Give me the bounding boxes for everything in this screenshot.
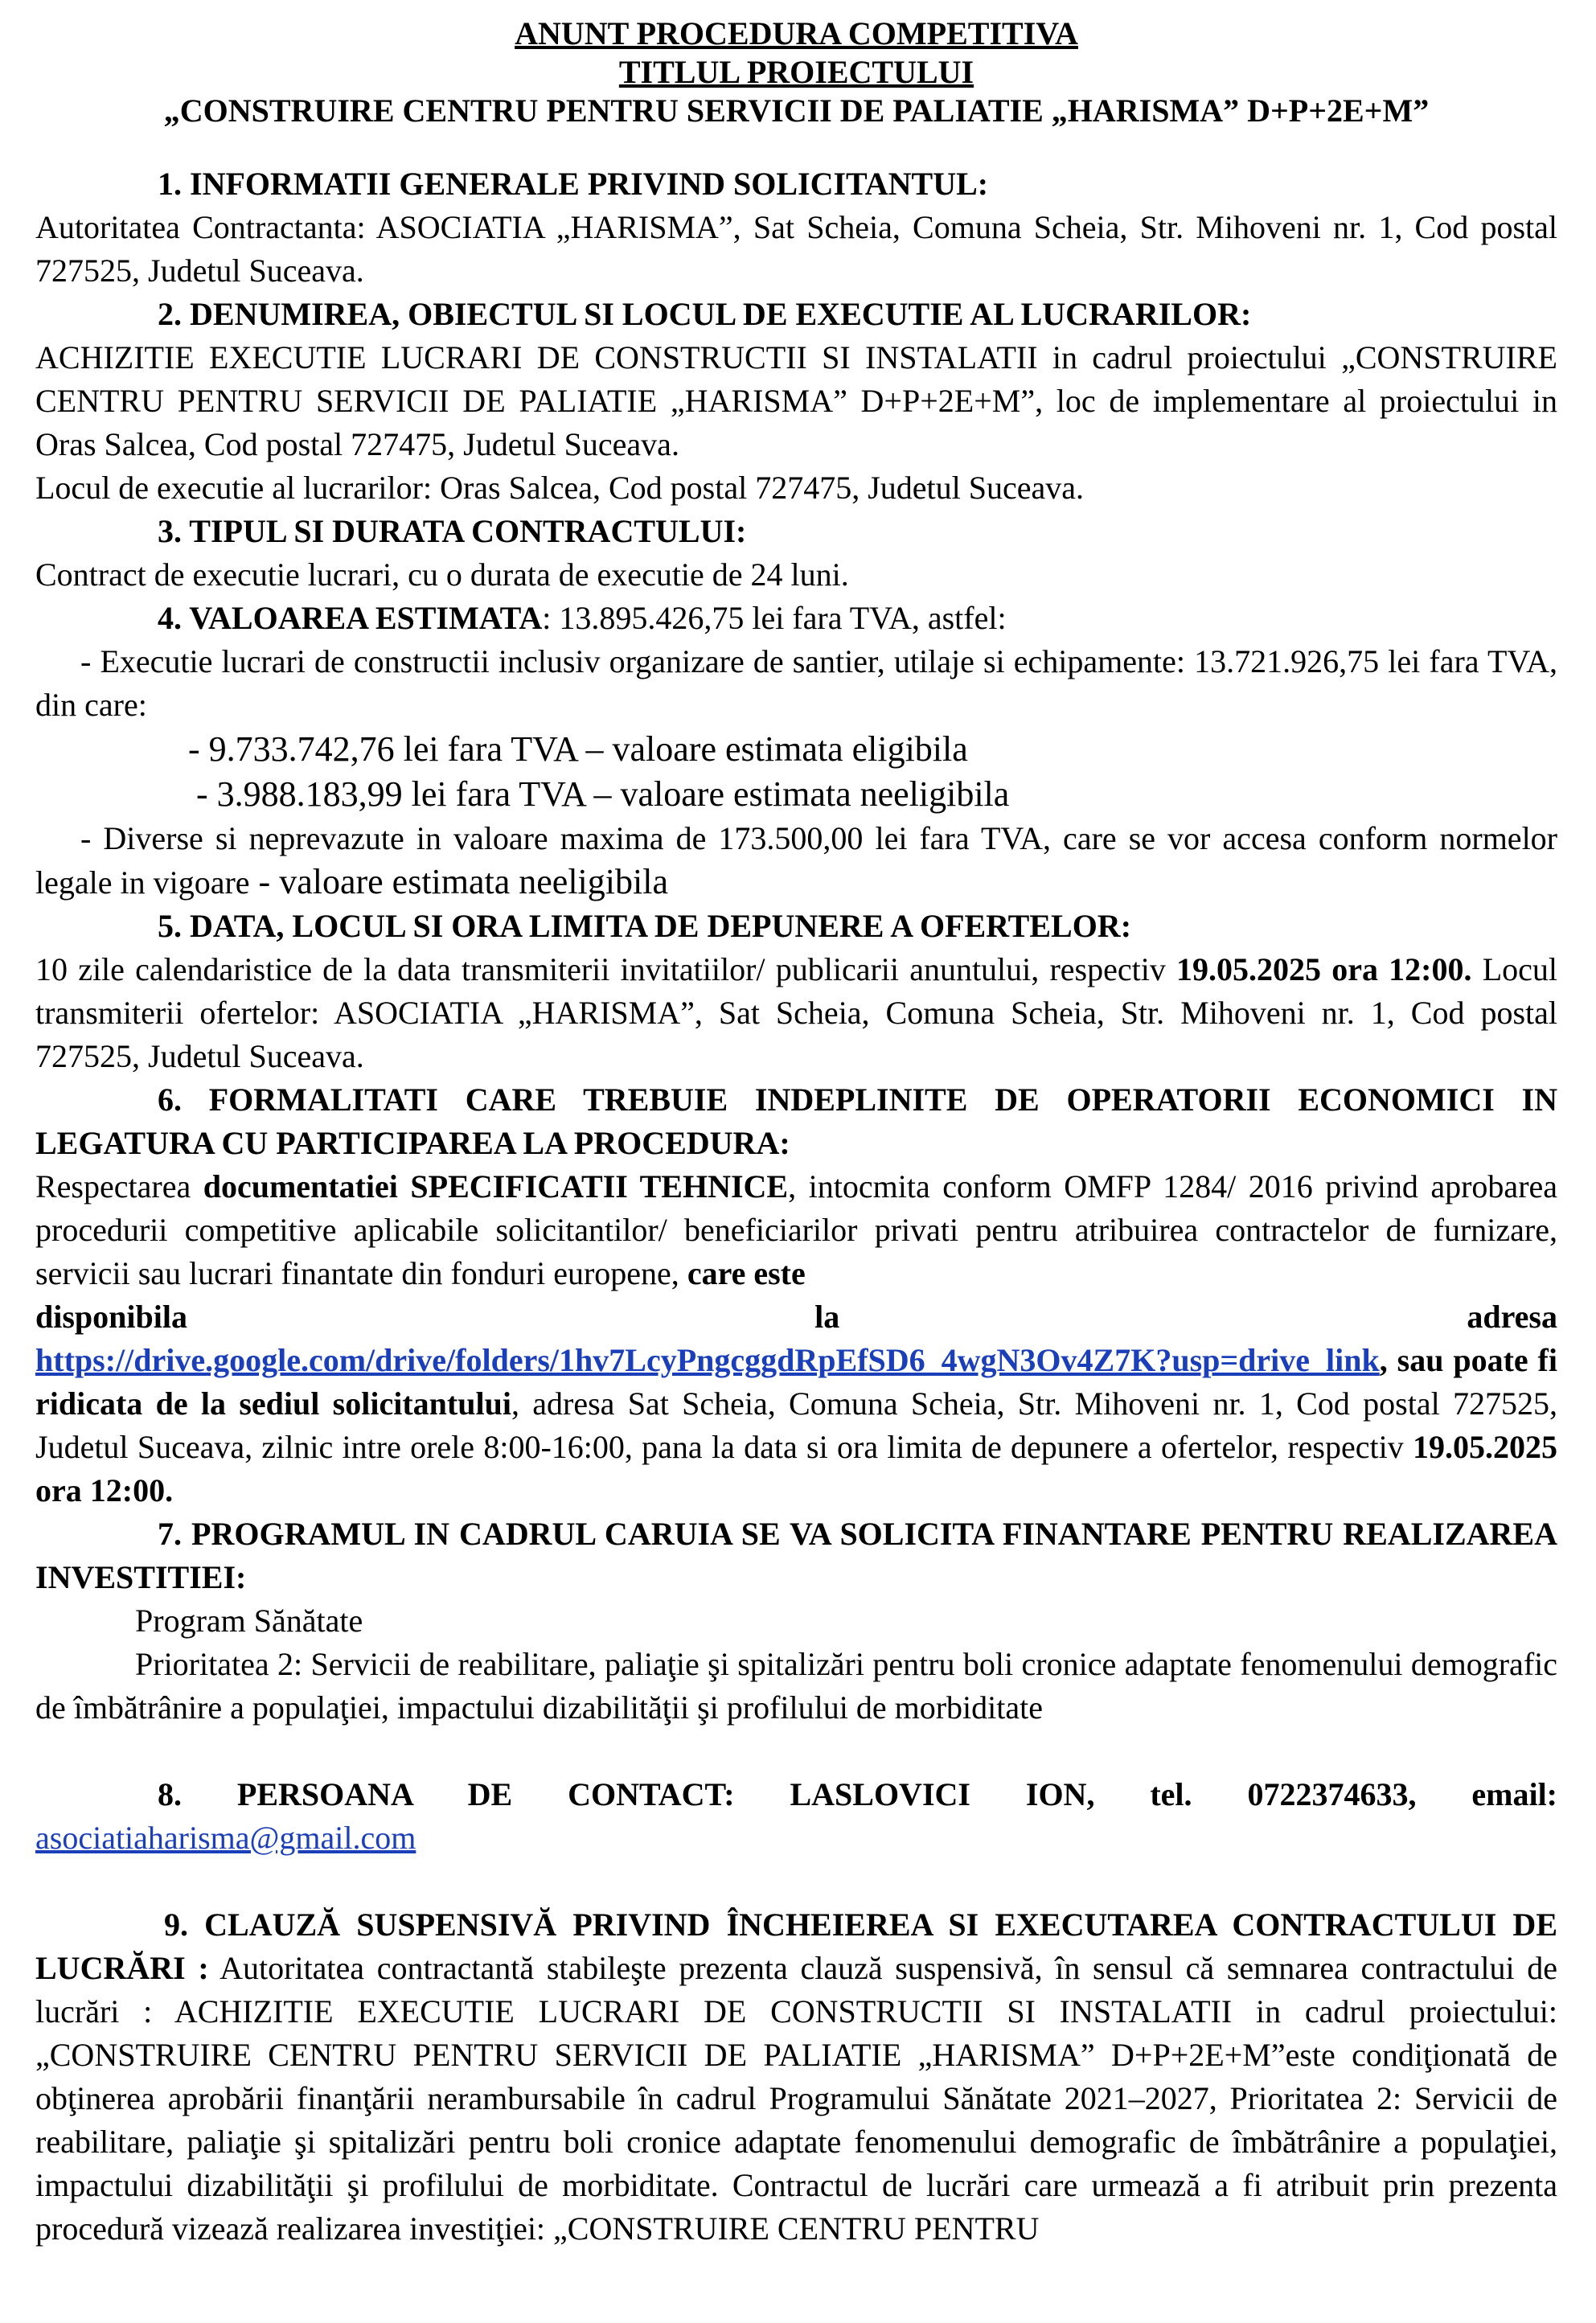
section-4-heading: 4. VALOAREA ESTIMATA (158, 600, 543, 636)
section-5-deadline: 19.05.2025 ora 12:00. (1176, 951, 1472, 987)
section-2-heading: 2. DENUMIREA, OBIECTUL SI LOCUL DE EXECUTIE AL LUCRARILOR: (158, 296, 1252, 332)
section-4-subitem-eligible: - 9.733.742,76 lei fara TVA – valoare estimata eligibila (188, 729, 968, 769)
section-5-text-a: 10 zile calendaristice de la data transmiterii invitatiilor/ publicarii anuntului, respectiv (35, 951, 1177, 987)
drive-link[interactable]: https://drive.google.com/drive/folders/1hv7LcyPngcggdRpEfSD6_4wgN3Ov4Z7K?usp=drive_link (35, 1342, 1380, 1378)
section-1-heading: 1. INFORMATII GENERALE PRIVIND SOLICITANTUL: (158, 166, 989, 202)
section-6-word-address: adresa (1467, 1299, 1557, 1335)
section-4-heading-row (35, 597, 1557, 640)
contact-email-link[interactable]: asociatiaharisma@gmail.com (35, 1820, 416, 1856)
section-6-text-cont (35, 1339, 1557, 1512)
section-6-spread-line (35, 1295, 1557, 1339)
section-6-text-5: , sau poate fi ridicata de la sediul solicitantului (35, 1342, 1557, 1422)
section-6-text-3: , intocmita conform OMFP 1284/ 2016 privind aprobarea procedurii competitive aplicabile solicitantilor/ beneficiarilor privati pentru atribuirea contractelor de furnizare, servicii sau lucrari finantate din fonduri europene, (35, 1168, 1558, 1291)
project-title-label: TITLUL PROIECTULUI (618, 54, 974, 90)
section-1-text: Autoritatea Contractanta: ASOCIATIA „HARISMA”, Sat Scheia, Comuna Scheia, Str. Mihoveni nr. 1, Cod postal 727525, Judetul Suceava. (35, 209, 1557, 289)
section-7-priority: Prioritatea 2: Servicii de reabilitare, paliaţie şi spitalizări pentru boli cronice adaptate fenomenului demografic de îmbătrânire a populaţiei, impactului dizabilităţii şi profilului de morbiditate (35, 1646, 1557, 1726)
section-4-item-2 (35, 817, 1557, 905)
section-6-text-1: Respectarea (35, 1168, 203, 1205)
section-4-item-1: - Executie lucrari de constructii inclusiv organizare de santier, utilaje si echipamente: 13.721.926,75 lei fara TVA, din care: (35, 643, 1557, 723)
section-3-text: Contract de executie lucrari, cu o durata de executie de 24 luni. (35, 556, 849, 593)
section-5-text (35, 948, 1557, 1078)
section-4-subitem-ineligible: - 3.988.183,99 lei fara TVA – valoare estimata neeligibila (196, 774, 1010, 814)
section-6-doc-name: documentatiei SPECIFICATII TEHNICE (203, 1168, 789, 1205)
section-6-heading: 6. FORMALITATI CARE TREBUIE INDEPLINITE DE OPERATORII ECONOMICI IN LEGATURA CU PARTICIPAREA LA PROCEDURA: (35, 1081, 1557, 1161)
section-8-heading: 8. PERSOANA DE CONTACT: LASLOVICI ION, tel. 0722374633, email: (158, 1776, 1557, 1812)
section-5-text-b: Locul transmiterii ofertelor: ASOCIATIA „HARISMA”, Sat Scheia, Comuna Scheia, Str. Mihoveni nr. 1, Cod postal 727525, Judetul Suceava. (35, 951, 1557, 1074)
section-7-program: Program Sănătate (135, 1603, 363, 1639)
section-4-value: : 13.895.426,75 lei fara TVA, astfel: (542, 600, 1007, 636)
section-3-heading: 3. TIPUL SI DURATA CONTRACTULUI: (158, 513, 747, 549)
section-2-location: Locul de executie al lucrarilor: Oras Salcea, Cod postal 727475, Judetul Suceava. (35, 470, 1085, 506)
section-9-heading: 9. CLAUZĂ SUSPENSIVĂ PRIVIND ÎNCHEIEREA SI EXECUTAREA CONTRACTULUI DE LUCRĂRI : (35, 1906, 1557, 1986)
section-6-text-6: , adresa Sat Scheia, Comuna Scheia, Str. Mihoveni nr. 1, Cod postal 727525, Judetul Suceava, zilnic intre orele 8:00-16:00, pana la data si ora limita de depunere a ofertelor, respectiv (35, 1385, 1557, 1465)
section-9-text (35, 1903, 1557, 2251)
section-4-item-2-text: - Diverse si neprevazute in valoare maxima de 173.500,00 lei fara TVA, care se vor accesa conform normelor legale in vigoare (35, 820, 1557, 901)
project-name: „CONSTRUIRE CENTRU PENTRU SERVICII DE PALIATIE „HARISMA” D+P+2E+M” (163, 92, 1430, 129)
section-5-heading: 5. DATA, LOCUL SI ORA LIMITA DE DEPUNERE A OFERTELOR: (158, 908, 1132, 944)
section-6-text (35, 1165, 1557, 1295)
section-9-body: Autoritatea contractantă stabileşte prezenta clauză suspensivă, în sensul că semnarea contractului de lucrări : ACHIZITIE EXECUTIE LUCRARI DE CONSTRUCTII SI INSTALATII in cadrul proiectului: „CONSTRUIRE CENTRU PENTRU SERVICII DE PALIATIE „HARISMA” D+P+2E+M”este condiţionată de obţinerea aprobării finanţării nerambursabile în cadrul Programului Sănătate 2021–2027, Prioritatea 2: Servicii de reabilitare, paliaţie şi spitalizări pentru boli cronice adaptate fenomenului demografic de îmbătrânire a populaţiei, impactului dizabilităţii şi profilului de morbiditate. Contractul de lucrări care urmează a fi atribuit prin prezenta procedură vizează realizarea investiţiei: „CONSTRUIRE CENTRU PENTRU (35, 1950, 1557, 2247)
section-8-email-row (35, 1816, 1557, 1860)
announcement-title: ANUNT PROCEDURA COMPETITIVA (515, 15, 1078, 51)
section-2-text: ACHIZITIE EXECUTIE LUCRARI DE CONSTRUCTII SI INSTALATII in cadrul proiectului „CONSTRUIRE CENTRU PENTRU SERVICII DE PALIATIE „HARISMA” D+P+2E+M”, loc de implementare al proiectului in Oras Salcea, Cod postal 727475, Judetul Suceava. (35, 339, 1557, 462)
section-6-word-at: la (814, 1299, 840, 1335)
section-6-word-available: disponibila (35, 1299, 188, 1335)
section-6-deadline: 19.05.2025 ora 12:00. (35, 1429, 1557, 1508)
section-6-text-4: care este (687, 1255, 806, 1291)
section-4-item-2-note: - valoare estimata neeligibila (249, 862, 668, 901)
section-7-heading: 7. PROGRAMUL IN CADRUL CARUIA SE VA SOLICITA FINANTARE PENTRU REALIZAREA INVESTITIEI: (35, 1516, 1557, 1595)
